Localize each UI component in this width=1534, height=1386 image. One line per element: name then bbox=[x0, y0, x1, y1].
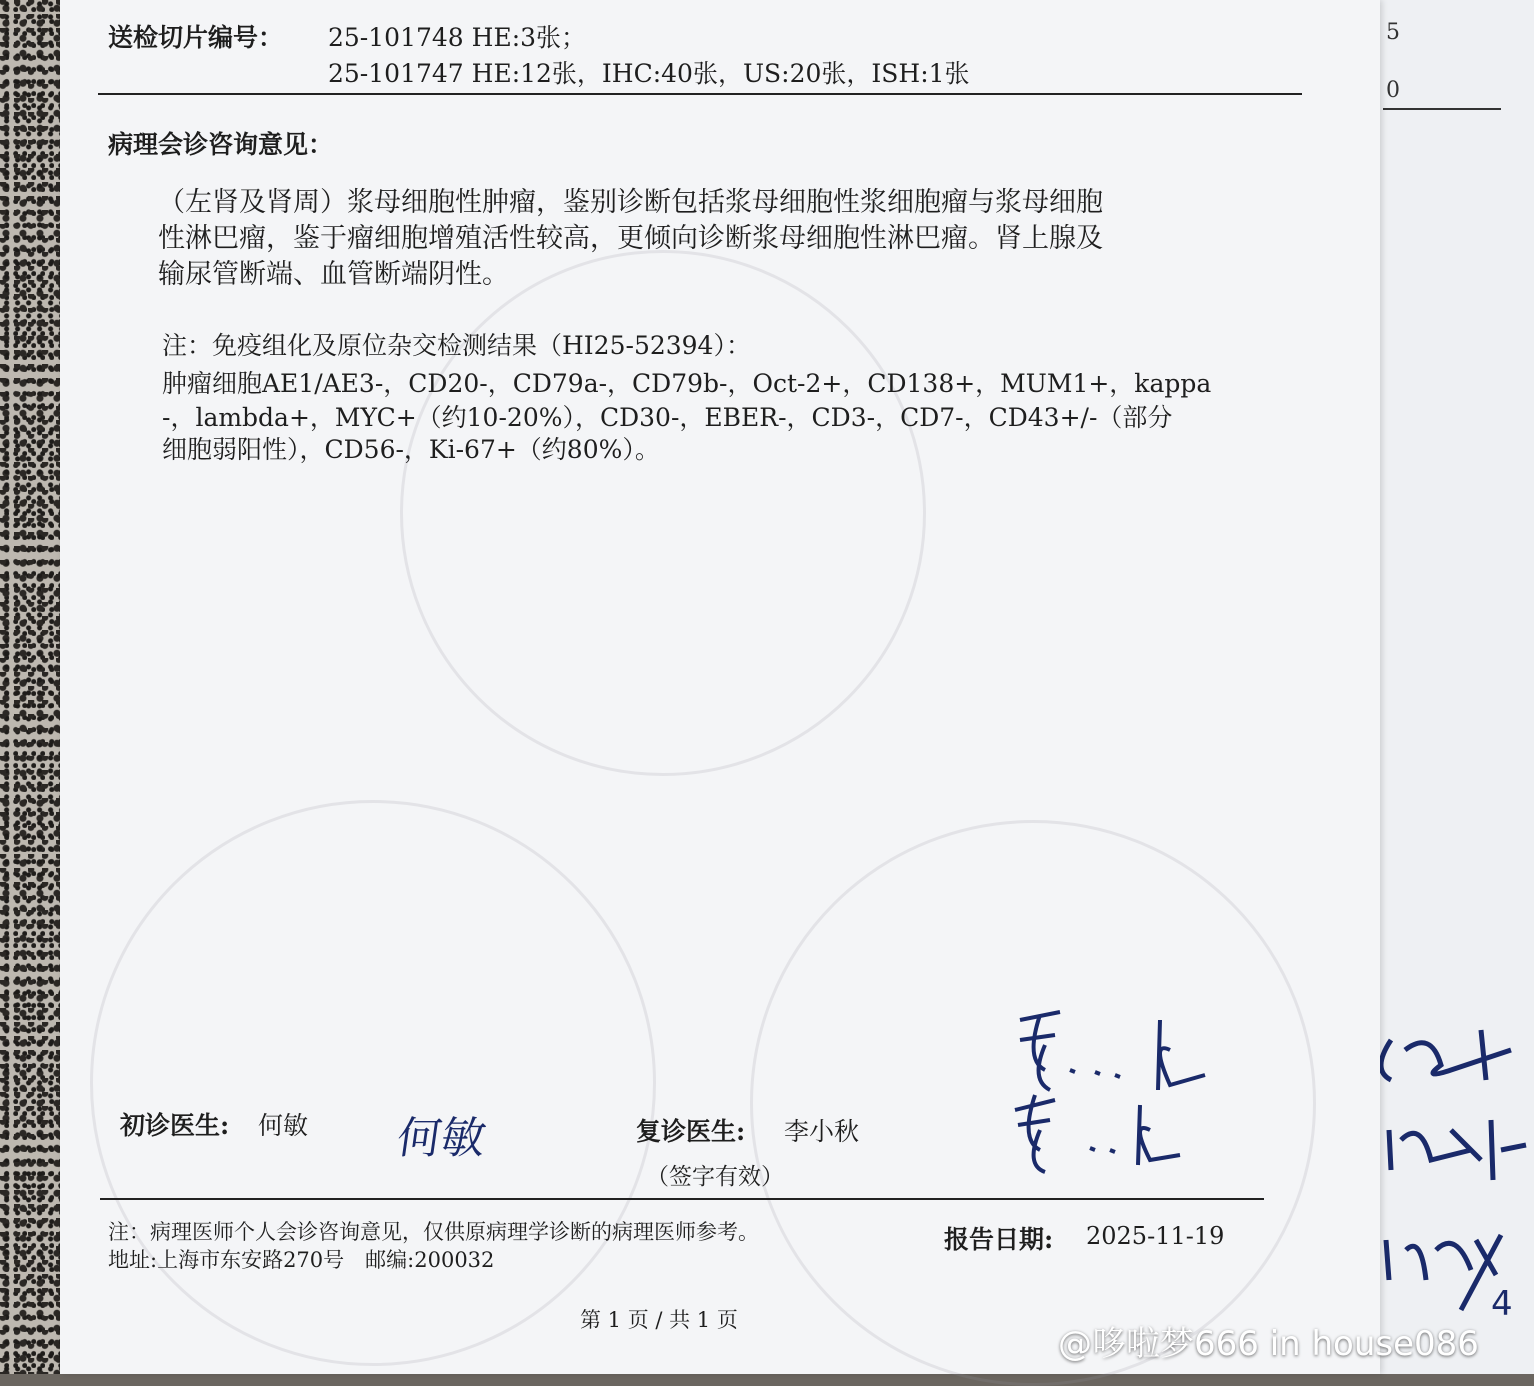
ihc-line-1: 肿瘤细胞AE1/AE3-，CD20-，CD79a-，CD79b-，Oct-2+，CD138+，MUM1+，kappa bbox=[162, 369, 1212, 398]
slides-line-2: 25-101747 HE:12张，IHC:40张，US:20张，ISH:1张 bbox=[328, 59, 970, 88]
opinion-title: 病理会诊咨询意见： bbox=[108, 130, 334, 159]
review-doctor-signature bbox=[1000, 1000, 1220, 1180]
svg-text:4: 4 bbox=[1491, 1284, 1513, 1324]
footer-address: 地址:上海市东安路270号 邮编:200032 bbox=[108, 1248, 495, 1272]
side-digit-5: 5 bbox=[1386, 20, 1400, 45]
signature-valid-note: （签字有效） bbox=[646, 1164, 784, 1190]
side-handwriting bbox=[1361, 1010, 1534, 1330]
underlying-sheet bbox=[1360, 0, 1534, 1374]
page-number: 第 1 页 / 共 1 页 bbox=[580, 1308, 738, 1332]
footer-divider bbox=[100, 1198, 1264, 1200]
review-doctor-name: 李小秋 bbox=[784, 1117, 860, 1146]
faint-stamp bbox=[90, 800, 656, 1366]
footer-note: 注：病理医师个人会诊咨询意见，仅供原病理学诊断的病理医师参考。 bbox=[108, 1220, 759, 1244]
opinion-line-2: 性淋巴瘤，鉴于瘤细胞增殖活性较高，更倾向诊断浆母细胞性淋巴瘤。肾上腺及 bbox=[158, 223, 1103, 254]
initial-doctor-name: 何敏 bbox=[258, 1111, 309, 1140]
review-doctor-label: 复诊医生: bbox=[636, 1117, 746, 1146]
slides-label: 送检切片编号： bbox=[108, 23, 284, 52]
opinion-line-1: （左肾及肾周）浆母细胞性肿瘤，鉴别诊断包括浆母细胞性浆细胞瘤与浆母细胞 bbox=[158, 187, 1103, 218]
report-date-label: 报告日期: bbox=[944, 1225, 1054, 1254]
opinion-line-3: 输尿管断端、血管断端阴性。 bbox=[158, 259, 509, 290]
side-digit-0: 0 bbox=[1386, 78, 1400, 103]
slides-line-1: 25-101748 HE:3张； bbox=[328, 23, 587, 52]
ihc-line-2: -，lambda+，MYC+（约10-20%），CD30-，EBER-，CD3-，CD7-，CD43+/-（部分 bbox=[162, 403, 1173, 432]
ihc-line-3: 细胞弱阳性），CD56-，Ki-67+（约80%）。 bbox=[162, 435, 660, 464]
side-rule bbox=[1383, 108, 1501, 110]
watermark-text: @哆啦梦666 in house086 bbox=[1058, 1324, 1479, 1364]
initial-doctor-label: 初诊医生: bbox=[120, 1111, 230, 1140]
report-date: 2025-11-19 bbox=[1086, 1222, 1225, 1250]
initial-doctor-signature: 何敏 bbox=[393, 1113, 489, 1164]
header-divider bbox=[98, 93, 1302, 95]
ihc-note-title: 注：免疫组化及原位杂交检测结果（HI25-52394）： bbox=[162, 331, 751, 360]
